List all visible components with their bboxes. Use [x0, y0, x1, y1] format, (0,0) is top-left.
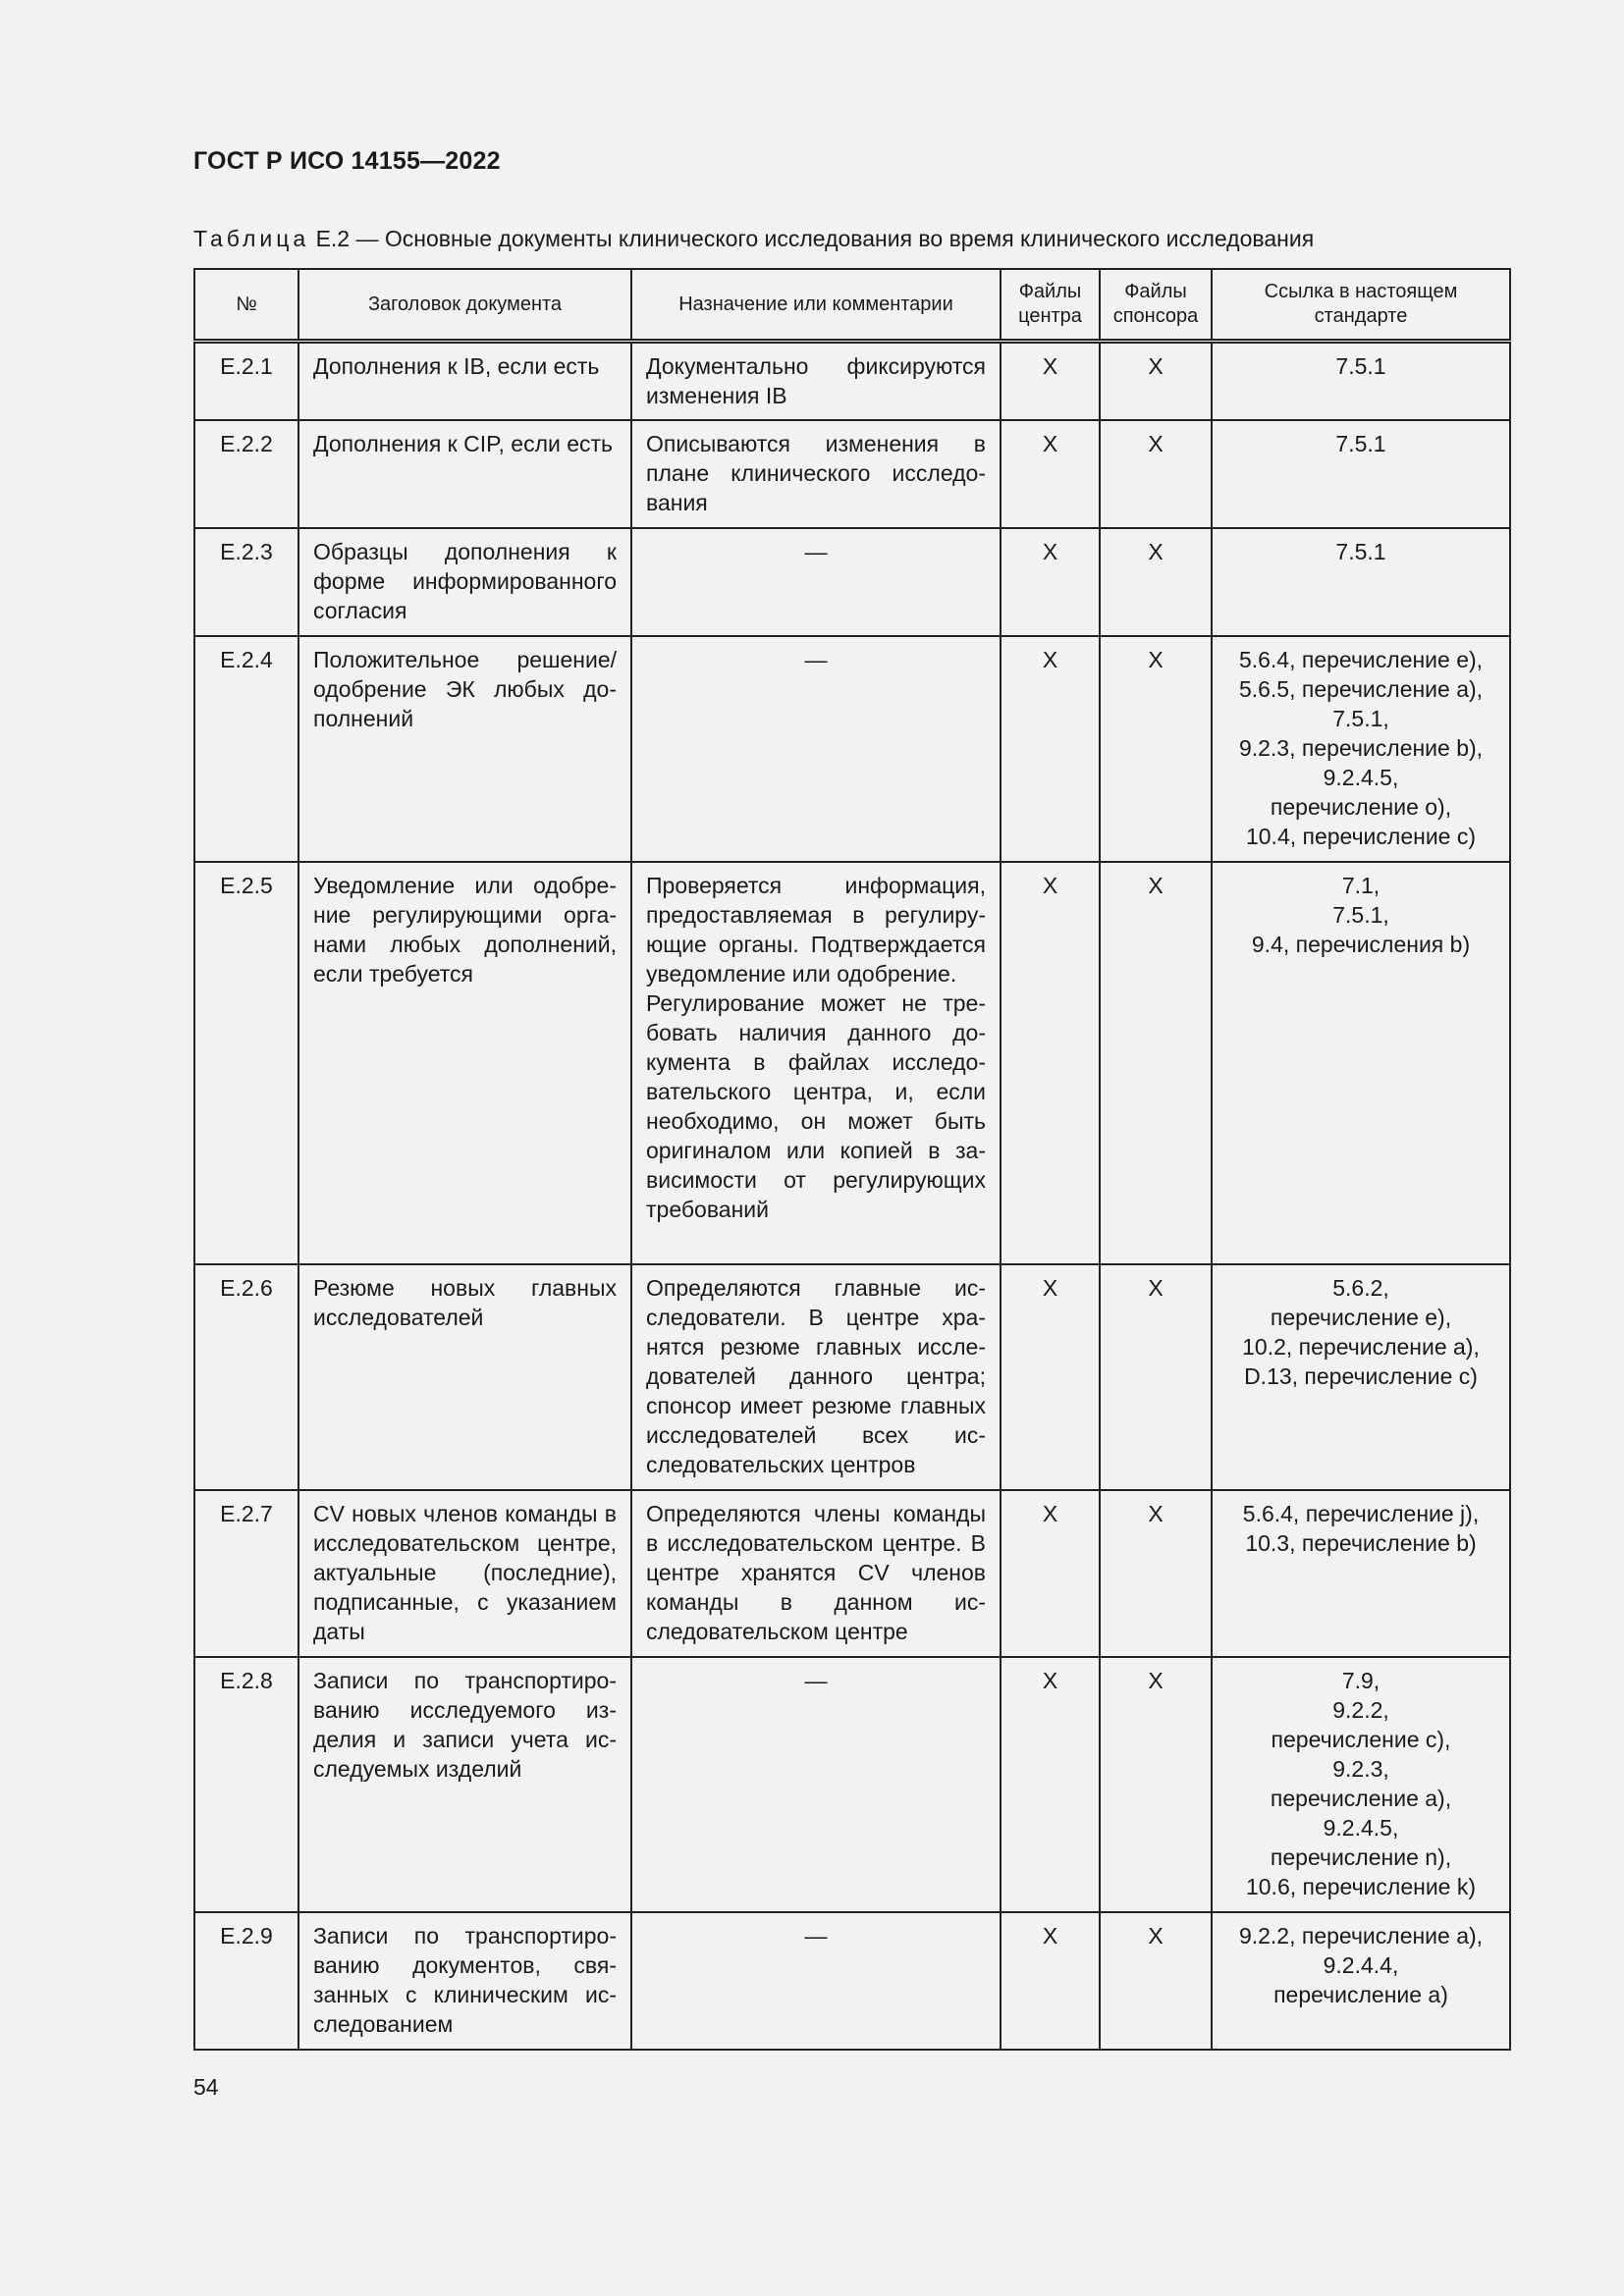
table-row: [194, 1912, 1510, 2050]
row-purpose: Определяются главные исследователи. В центре хранятся резюме главных исследователей данного центра; спонсор имеет резюме главных исследователей всех исследовательских центров: [631, 1264, 1001, 1490]
table-row: [194, 862, 1510, 1264]
table-caption-text: Е.2 — Основные документы клинического исследования во время клинического исследования: [309, 226, 1315, 251]
row-reference: 7.9, 9.2.2, перечисление с), 9.2.3, перечисление а), 9.2.4.5, перечисление n), 10.6, перечисление k): [1212, 1657, 1510, 1912]
row-num: Е.2.6: [194, 1264, 298, 1490]
row-num: Е.2.4: [194, 636, 298, 862]
row-purpose: —: [631, 636, 1001, 862]
row-title: Образцы дополнения к форме информированного согласия: [298, 528, 631, 636]
header-site-files: Файлы центра: [1001, 269, 1100, 342]
row-purpose: —: [631, 528, 1001, 636]
row-num: Е.2.3: [194, 528, 298, 636]
header-title: Заголовок документа: [298, 269, 631, 342]
header-reference: Ссылка в настоящем стандарте: [1212, 269, 1510, 342]
row-purpose: Проверяется информация, предоставляемая в регулирующие органы. Подтверждается уведомление или одобрение. Регулирование может не требовать наличия данного документа в файлах исследовательского центра, и, если необходимо, он может быть оригиналом или копией в зависимости от регулирующих требований: [631, 862, 1001, 1264]
documents-table: [193, 268, 1511, 2051]
row-reference: 5.6.4, перечисление е), 5.6.5, перечисление а), 7.5.1, 9.2.3, перечисление b), 9.2.4.5, перечисление о), 10.4, перечисление с): [1212, 636, 1510, 862]
row-num: Е.2.8: [194, 1657, 298, 1912]
row-purpose: Документально фиксируются изменения IB: [631, 342, 1001, 420]
row-num: Е.2.5: [194, 862, 298, 1264]
row-purpose: —: [631, 1657, 1001, 1912]
row-sponsor-mark: X: [1100, 1912, 1212, 2050]
header-num: №: [194, 269, 298, 342]
table-caption: [193, 226, 1509, 252]
row-title: Положительное решение/ одобрение ЭК любых дополнений: [298, 636, 631, 862]
row-site-mark: X: [1001, 1264, 1100, 1490]
row-reference: 5.6.4, перечисление j), 10.3, перечисление b): [1212, 1490, 1510, 1657]
table-row: [194, 1657, 1510, 1912]
document-header: ГОСТ Р ИСО 14155—2022: [193, 147, 501, 175]
table-row: [194, 528, 1510, 636]
row-sponsor-mark: X: [1100, 342, 1212, 420]
row-site-mark: X: [1001, 1490, 1100, 1657]
row-num: Е.2.1: [194, 342, 298, 420]
row-num: Е.2.9: [194, 1912, 298, 2050]
row-purpose: Определяются члены команды в исследовательском центре. В центре хранятся CV членов команды в данном исследовательском центре: [631, 1490, 1001, 1657]
table-row: [194, 636, 1510, 862]
row-reference: 7.1, 7.5.1, 9.4, перечисления b): [1212, 862, 1510, 1264]
row-num: Е.2.2: [194, 420, 298, 528]
row-site-mark: X: [1001, 420, 1100, 528]
page-number: 54: [193, 2074, 219, 2100]
row-sponsor-mark: X: [1100, 420, 1212, 528]
row-site-mark: X: [1001, 636, 1100, 862]
row-sponsor-mark: X: [1100, 862, 1212, 1264]
row-title: Записи по транспортированию документов, связанных с клиническим исследованием: [298, 1912, 631, 2050]
row-sponsor-mark: X: [1100, 636, 1212, 862]
row-sponsor-mark: X: [1100, 528, 1212, 636]
table-row: [194, 342, 1510, 420]
table-row: [194, 1490, 1510, 1657]
row-site-mark: X: [1001, 1912, 1100, 2050]
table-row: [194, 1264, 1510, 1490]
row-reference: 7.5.1: [1212, 420, 1510, 528]
header-sponsor-files: Файлы спонсора: [1100, 269, 1212, 342]
table-header-row: [194, 269, 1510, 342]
row-purpose: Описываются изменения в плане клинического исследования: [631, 420, 1001, 528]
row-title: Дополнения к CIP, если есть: [298, 420, 631, 528]
row-site-mark: X: [1001, 862, 1100, 1264]
row-sponsor-mark: X: [1100, 1657, 1212, 1912]
row-purpose: —: [631, 1912, 1001, 2050]
header-purpose: Назначение или комментарии: [631, 269, 1001, 342]
row-reference: 7.5.1: [1212, 342, 1510, 420]
row-reference: 7.5.1: [1212, 528, 1510, 636]
row-sponsor-mark: X: [1100, 1264, 1212, 1490]
row-site-mark: X: [1001, 528, 1100, 636]
row-num: Е.2.7: [194, 1490, 298, 1657]
row-site-mark: X: [1001, 1657, 1100, 1912]
row-reference: 9.2.2, перечисление а), 9.2.4.4, перечисление а): [1212, 1912, 1510, 2050]
row-site-mark: X: [1001, 342, 1100, 420]
row-title: Дополнения к IB, если есть: [298, 342, 631, 420]
row-title: Уведомление или одобрение регулирующими органами любых дополнений, если требуется: [298, 862, 631, 1264]
row-reference: 5.6.2, перечисление е), 10.2, перечисление а), D.13, перечисление с): [1212, 1264, 1510, 1490]
row-title: Резюме новых главных исследователей: [298, 1264, 631, 1490]
table-caption-prefix: Таблица: [193, 226, 310, 251]
row-title: CV новых членов команды в исследовательском центре, актуальные (последние), подписанные, с указанием даты: [298, 1490, 631, 1657]
row-sponsor-mark: X: [1100, 1490, 1212, 1657]
table-row: [194, 420, 1510, 528]
row-title: Записи по транспортированию исследуемого изделия и записи учета исследуемых изделий: [298, 1657, 631, 1912]
